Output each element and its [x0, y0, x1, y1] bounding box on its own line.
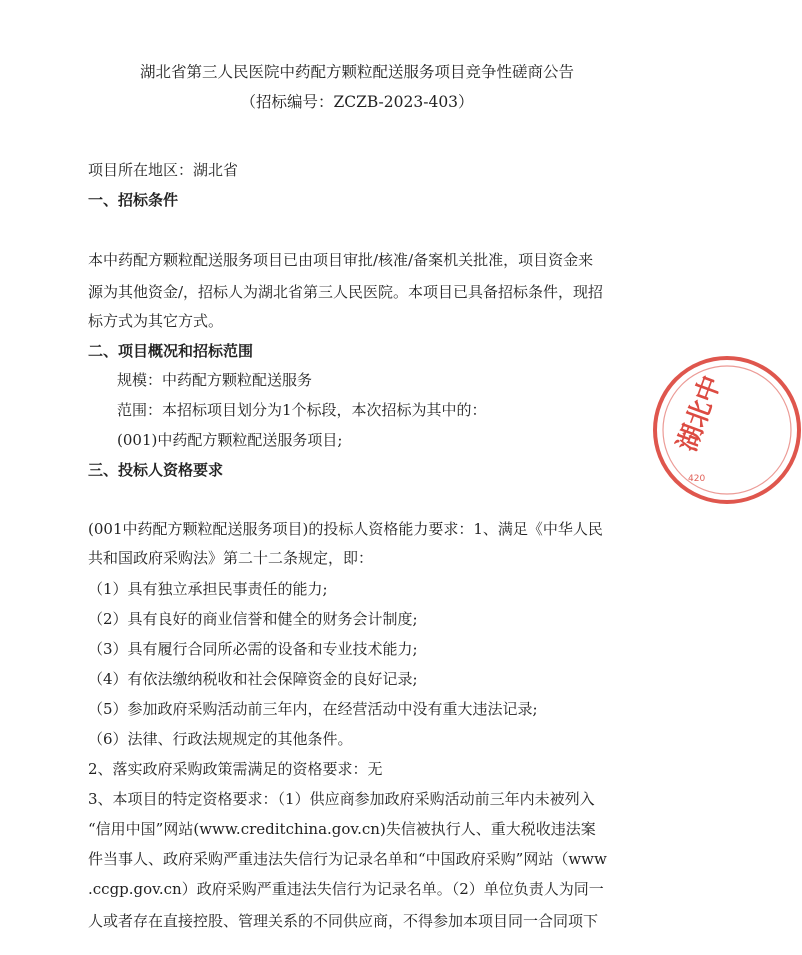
section-1-paragraph-line: 源为其他资金/，招标人为湖北省第三人民医院。本项目已具备招标条件，现招	[88, 283, 604, 301]
seal-text: 湖北中	[672, 371, 728, 456]
special-requirement-line: 件当事人、政府采购严重违法失信行为记录名单和“中国政府采购”网站（www	[88, 850, 607, 868]
requirement-item: （3）具有履行合同所必需的设备和专业技术能力;	[88, 640, 418, 658]
section-3-heading: 三、投标人资格要求	[88, 461, 224, 479]
policy-requirement: 2、落实政府采购政策需满足的资格要求：无	[88, 760, 383, 778]
requirement-item: （2）具有良好的商业信誉和健全的财务会计制度;	[88, 610, 418, 628]
section-2-scale: 规模：中药配方颗粒配送服务	[117, 371, 313, 389]
special-requirement-line: 人或者存在直接控股、管理关系的不同供应商，不得参加本项目同一合同项下	[88, 912, 599, 930]
requirement-item: （1）具有独立承担民事责任的能力;	[88, 580, 328, 598]
section-2-heading: 二、项目概况和招标范围	[88, 342, 254, 360]
page-title: 湖北省第三人民医院中药配方颗粒配送服务项目竞争性磋商公告	[139, 63, 574, 81]
special-requirement-line: .ccgp.gov.cn）政府采购严重违法失信行为记录名单。（2）单位负责人为同一	[88, 880, 604, 898]
seal-number: 420	[688, 474, 706, 484]
seal-outer-ring	[655, 358, 799, 502]
requirement-item: （5）参加政府采购活动前三年内，在经营活动中没有重大违法记录;	[88, 700, 538, 718]
section-2-range: 范围：本招标项目划分为1个标段，本次招标为其中的：	[117, 401, 487, 419]
requirement-item: （6）法律、行政法规规定的其他条件。	[88, 730, 353, 748]
tender-number: （招标编号：ZCZB-2023-403）	[240, 93, 474, 111]
section-1-paragraph-line: 本中药配方颗粒配送服务项目已由项目审批/核准/备案机关批准，项目资金来	[88, 251, 594, 269]
section-1-paragraph-line: 标方式为其它方式。	[88, 312, 224, 330]
section-2-item: (001)中药配方颗粒配送服务项目;	[117, 431, 343, 449]
official-seal-icon	[652, 355, 802, 505]
section-3-intro-line: 共和国政府采购法》第二十二条规定，即：	[88, 549, 374, 567]
section-1-heading: 一、招标条件	[88, 191, 179, 209]
project-region: 项目所在地区：湖北省	[88, 161, 239, 179]
requirement-item: （4）有依法缴纳税收和社会保障资金的良好记录;	[88, 670, 418, 688]
special-requirement-line: “信用中国”网站(www.creditchina.gov.cn)失信被执行人、重大税收违法案	[88, 820, 596, 838]
special-requirement-line: 3、本项目的特定资格要求：（1）供应商参加政府采购活动前三年内未被列入	[88, 790, 595, 808]
section-3-intro-line: (001中药配方颗粒配送服务项目)的投标人资格能力要求：1、满足《中华人民	[88, 520, 603, 538]
